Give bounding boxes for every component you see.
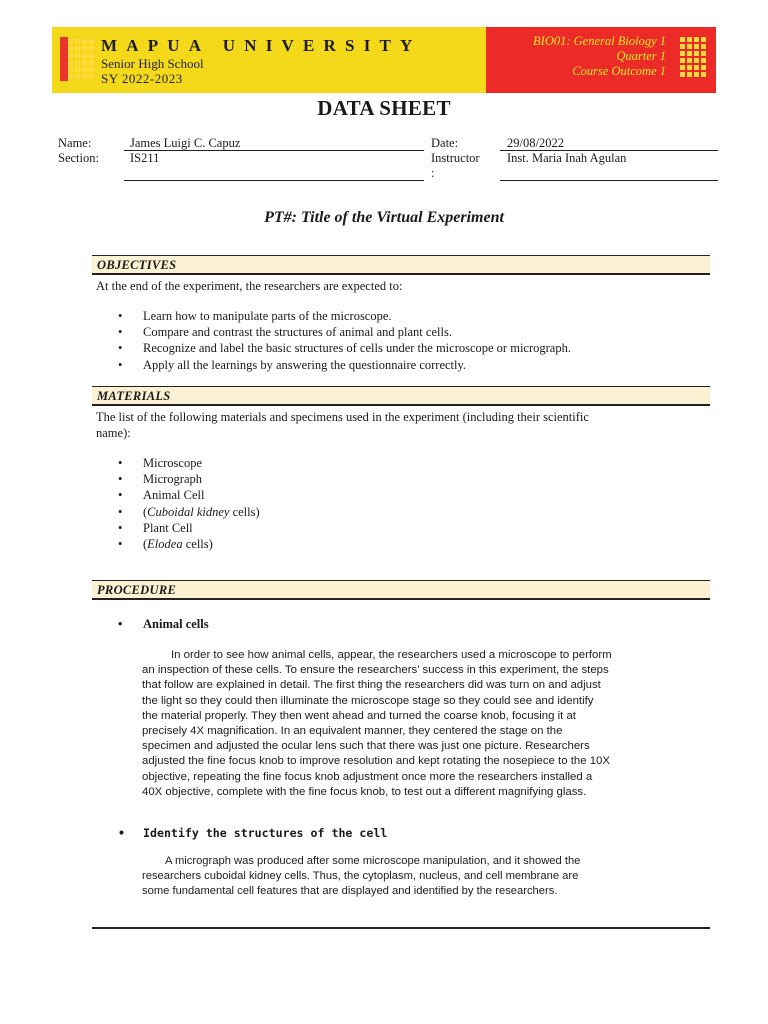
school-year: SY 2022-2023 bbox=[101, 71, 183, 86]
course-code: BIO01: General Biology 1 bbox=[533, 34, 666, 48]
para1-line: adjusted the fine focus knob to improve resolution and kept rotating the nosepiece to the 10X bbox=[142, 755, 610, 768]
objectives-list bbox=[118, 308, 571, 373]
materials-heading: MATERIALS bbox=[97, 389, 171, 403]
name-value: James Luigi C. Capuz bbox=[130, 136, 241, 150]
elodea-suffix: cells) bbox=[182, 537, 213, 552]
para1-line: 40X objective, complete with the fine focus knob, to test out a different magnifying glass. bbox=[142, 785, 587, 798]
elodea-scientific-name: Elodea bbox=[147, 537, 183, 552]
banner-red-panel bbox=[486, 27, 716, 93]
para1-line: the light so they could then illuminate the microscope stage so they could see and identify bbox=[142, 694, 594, 707]
materials-list bbox=[118, 455, 260, 552]
banner-yellow-panel bbox=[52, 27, 486, 93]
para2-line: researchers cuboidal kidney cells. Thus, the cytoplasm, nucleus, and cell membrane are bbox=[142, 870, 579, 883]
course-info bbox=[533, 34, 666, 79]
procedure-header bbox=[92, 580, 710, 600]
para1-line: specimen and adjusted the ocular lens such that there was just one picture. Researchers bbox=[142, 740, 590, 753]
instructor-colon: : bbox=[431, 166, 435, 180]
para2-line: some fundamental cell features that are displayed and identified by the researchers. bbox=[142, 885, 558, 898]
list-item: • Compare and contrast the structures of animal and plant cells. bbox=[118, 324, 571, 340]
procedure-paragraph-2 bbox=[142, 854, 712, 900]
dot-grid-decoration-right bbox=[680, 37, 706, 77]
para1-line: objective, repeating the fine focus knob adjustment once more the researchers installed a bbox=[142, 770, 593, 783]
list-item bbox=[118, 536, 260, 552]
section-underline bbox=[124, 180, 424, 181]
list-item: • Micrograph bbox=[118, 471, 260, 487]
materials-intro-line1: The list of the following materials and specimens used in the experiment (including their scientific bbox=[96, 410, 589, 424]
date-label: Date: bbox=[431, 136, 459, 150]
course-quarter: Quarter 1 bbox=[616, 49, 666, 63]
objectives-intro: At the end of the experiment, the researchers are expected to: bbox=[96, 279, 403, 293]
para1-line: an inspection of these cells. To ensure the researchers' success in this experiment, the steps bbox=[142, 664, 609, 677]
objectives-heading: OBJECTIVES bbox=[97, 258, 177, 272]
list-item: • Animal Cell bbox=[118, 487, 260, 503]
para1-line: In order to see how animal cells, appear, the researchers used a microscope to perform bbox=[171, 649, 612, 661]
list-item: • Learn how to manipulate parts of the microscope. bbox=[118, 308, 571, 324]
procedure-heading: PROCEDURE bbox=[97, 583, 177, 597]
bottom-divider bbox=[92, 927, 710, 929]
experiment-title: PT#: Title of the Virtual Experiment bbox=[264, 209, 504, 226]
university-name: MAPUA UNIVERSITY bbox=[101, 36, 422, 55]
identify-structures-subheading: • Identify the structures of the cell bbox=[118, 825, 387, 841]
list-item: • Microscope bbox=[118, 455, 260, 471]
instructor-underline bbox=[500, 180, 718, 181]
school-name: Senior High School bbox=[101, 56, 204, 71]
procedure-subheading-2 bbox=[118, 825, 387, 841]
instructor-value: Inst. Maria Inah Agulan bbox=[507, 151, 627, 165]
cuboidal-scientific-name: Cuboidal kidney bbox=[147, 504, 230, 519]
para1-line: that follow are explained in detail. The first thing the researchers did was turn on and adjust bbox=[142, 679, 601, 692]
header-banner bbox=[52, 27, 716, 93]
list-item: • Recognize and label the basic structures of cells under the microscope or micrograph. bbox=[118, 340, 571, 356]
banner-red-strip bbox=[60, 37, 68, 81]
page-title: DATA SHEET bbox=[317, 96, 451, 120]
cuboidal-prefix: ( bbox=[143, 504, 148, 519]
list-item: • Plant Cell bbox=[118, 520, 260, 536]
list-item bbox=[118, 504, 260, 520]
para1-line: the material properly. They then went ahead and turned the coarse knob, focusing it at bbox=[142, 709, 576, 722]
cuboidal-suffix: cells) bbox=[229, 504, 260, 519]
materials-intro-line2: name): bbox=[96, 426, 131, 440]
animal-cells-subheading: • Animal cells bbox=[118, 616, 209, 632]
name-label: Name: bbox=[58, 136, 92, 150]
procedure-subheading-1 bbox=[118, 616, 209, 632]
name-underline bbox=[124, 150, 424, 151]
instructor-label: Instructor bbox=[431, 151, 480, 165]
dot-grid-decoration-left bbox=[68, 39, 94, 79]
section-value: IS211 bbox=[130, 151, 160, 165]
elodea-prefix: ( bbox=[143, 537, 148, 552]
para2-line: A micrograph was produced after some microscope manipulation, and it showed the bbox=[165, 855, 581, 867]
section-label: Section: bbox=[58, 151, 99, 165]
para1-line: precisely 4X magnification. In an equivalent manner, they centered the stage on the bbox=[142, 725, 563, 738]
course-outcome: Course Outcome 1 bbox=[572, 64, 666, 78]
objectives-header bbox=[92, 255, 710, 275]
materials-header bbox=[92, 386, 710, 406]
procedure-paragraph-1 bbox=[142, 648, 712, 800]
list-item: • Apply all the learnings by answering the questionnaire correctly. bbox=[118, 357, 571, 373]
date-value: 29/08/2022 bbox=[507, 136, 564, 150]
